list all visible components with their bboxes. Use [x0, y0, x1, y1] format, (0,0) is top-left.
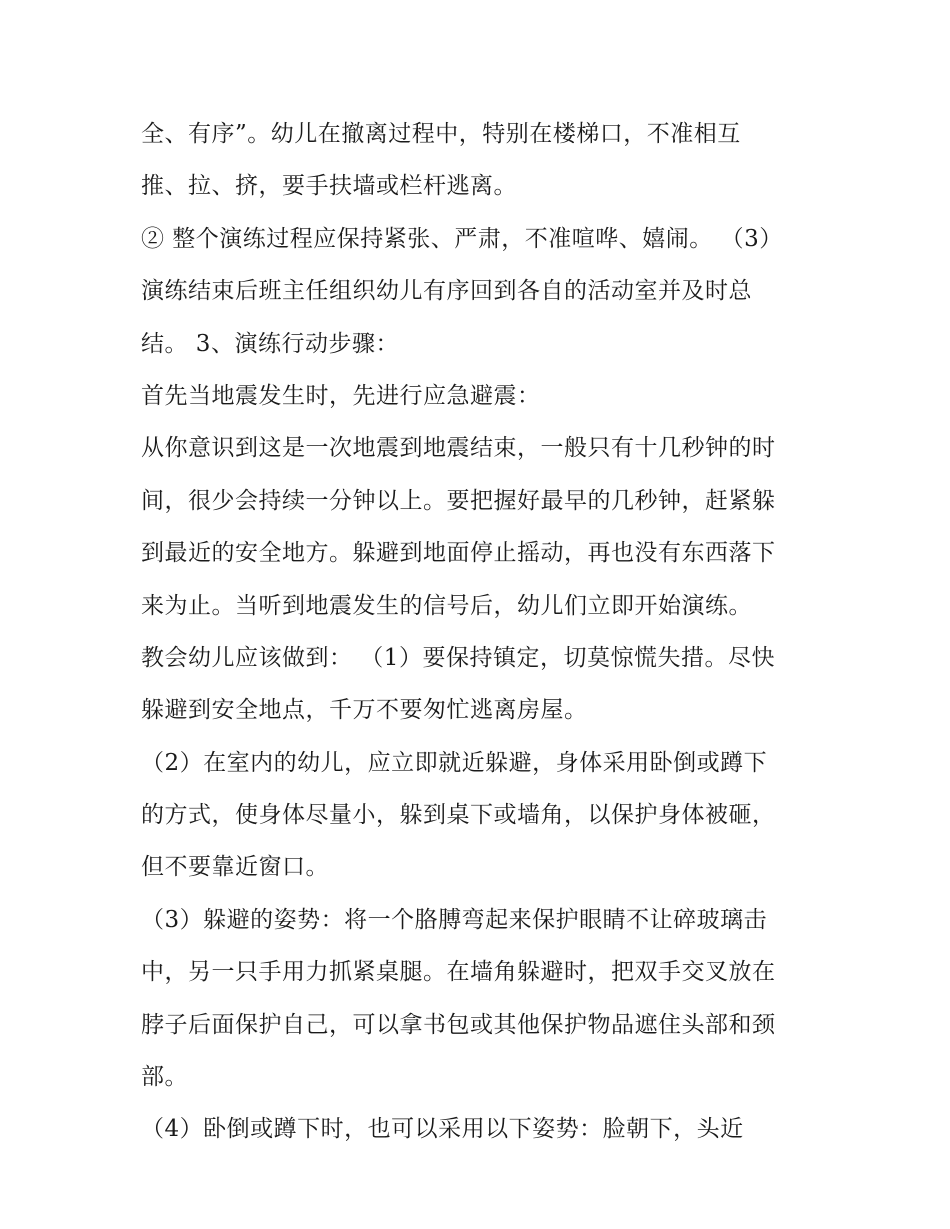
text-line: 间，很少会持续一分钟以上。要把握好最早的几秒钟，赶紧躲: [141, 487, 776, 514]
text-line: 从你意识到这是一次地震到地震结束，一般只有十几秒钟的时: [141, 435, 776, 462]
text-line: 全、有序”。幼儿在撤离过程中，特别在楼梯口，不准相互: [141, 121, 741, 147]
text-line: 但不要靠近窗口。: [141, 854, 329, 881]
document-body: [141, 108, 831, 1156]
text-line: 躲避到安全地点，千万不要匆忙逃离房屋。: [141, 697, 588, 724]
text-line: 演练结束后班主任组织幼儿有序回到各自的活动室并及时总: [141, 278, 752, 305]
text-line: 结。 3、演练行动步骤：: [141, 330, 399, 357]
text-line: 部。: [141, 1064, 188, 1091]
text-line: 教会幼儿应该做到： （1）要保持镇定，切莫惊慌失措。尽快: [141, 644, 775, 671]
text-line: 推、拉、挤，要手扶墙或栏杆逃离。: [141, 173, 517, 200]
text-line: 的方式，使身体尽量小，躲到桌下或墙角，以保护身体被砸，: [141, 802, 776, 829]
text-line: 中，另一只手用力抓紧桌腿。在墙角躲避时，把双手交叉放在: [141, 959, 776, 986]
text-line: （4）卧倒或蹲下时，也可以采用以下姿势：脸朝下，头近: [141, 1116, 744, 1143]
text-line: 首先当地震发生时，先进行应急避震：: [141, 382, 541, 409]
text-line: ② 整个演练过程应保持紧张、严肃，不准喧哗、嬉闹。 （3）: [141, 225, 783, 252]
text-line: 到最近的安全地方。躲避到地面停止摇动，再也没有东西落下: [141, 540, 776, 567]
text-line: （2）在室内的幼儿，应立即就近躲避，身体采用卧倒或蹲下: [141, 749, 768, 776]
text-line: 来为止。当听到地震发生的信号后，幼儿们立即开始演练。: [141, 592, 752, 619]
text-line: 脖子后面保护自己，可以拿书包或其他保护物品遮住头部和颈: [141, 1011, 776, 1038]
text-line: （3）躲避的姿势：将一个胳膊弯起来保护眼睛不让碎玻璃击: [141, 906, 768, 933]
